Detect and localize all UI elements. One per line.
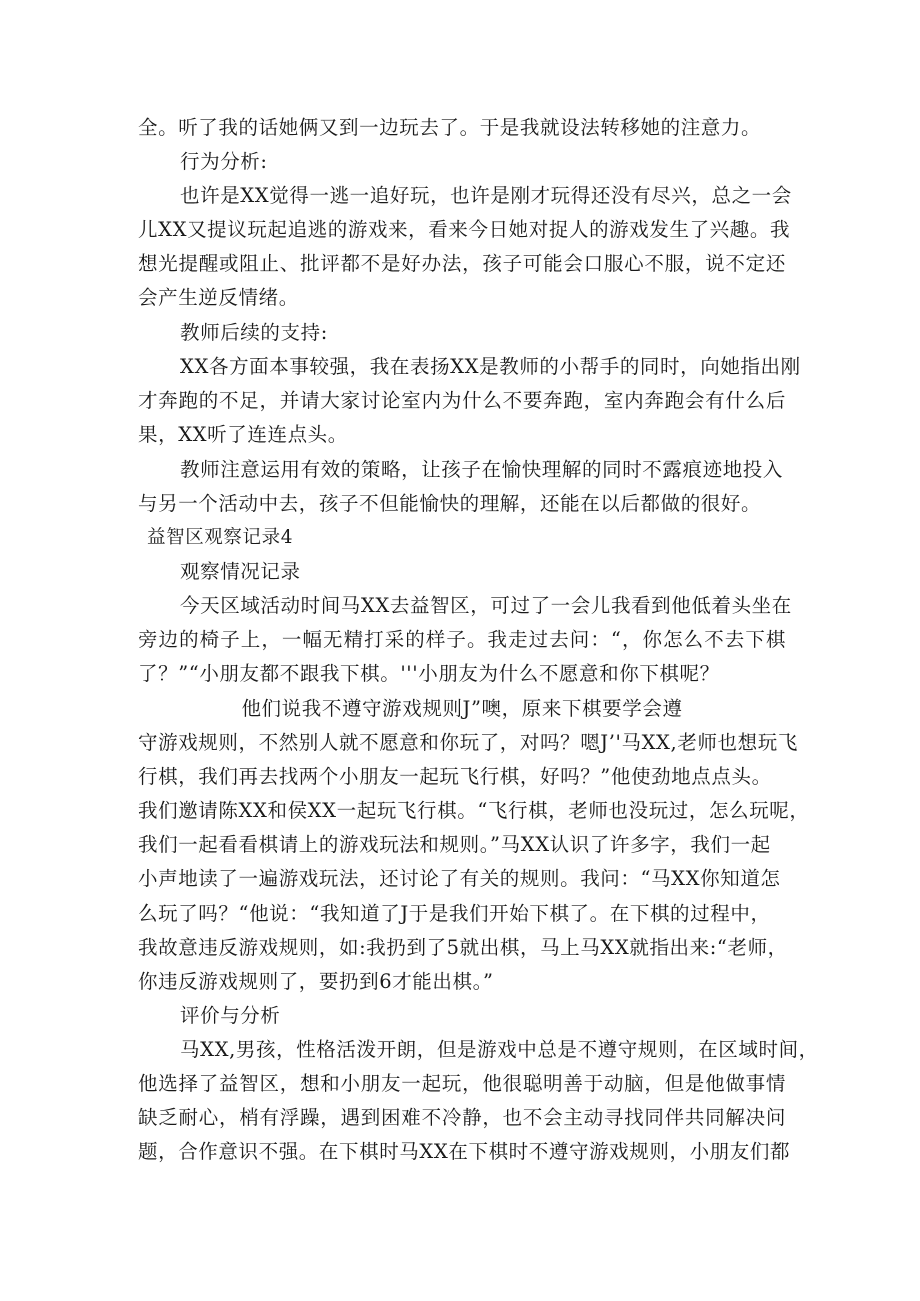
section-heading-teacher-support: 教师后续的支持:	[180, 321, 328, 344]
text-line-1: 全。听了我的话她俩又到一边玩去了。于是我就设法转移她的注意力。	[138, 116, 762, 139]
section-title-record-4: 益智区观察记录4	[147, 527, 294, 548]
text-line-26: 你违反游戏规则了，要扔到6才能出棋。”	[138, 970, 494, 993]
text-line-3: 也许是XX觉得一逃一追好玩，也许是刚才玩得还没有尽兴，总之一会	[180, 184, 792, 207]
text-line-22: 我们一起看看棋请上的游戏玩法和规则。”马XX认识了许多字，我们一起	[138, 833, 771, 856]
text-line-29: 他选择了益智区，想和小朋友一起玩，他很聪明善于动脑，但是他做事情	[138, 1072, 786, 1095]
text-line-28: 马XX,男孩，性格活泼开朗，但是游戏中总是不遵守规则，在区域时间，	[180, 1038, 819, 1061]
text-line-12: 与另一个活动中去，孩子不但能愉快的理解，还能在以后都做的很好。	[138, 492, 762, 515]
text-line-20: 行棋，我们再去找两个小朋友一起玩飞行棋，好吗？”他使劲地点点头。	[138, 765, 772, 788]
text-line-15: 今天区域活动时间马XX去益智区，可过了一会儿我看到他低着头坐在	[180, 594, 792, 617]
text-line-18: 他们说我不遵守游戏规则J”噢，原来下棋要学会遵	[241, 697, 683, 720]
text-line-31: 题，合作意识不强。在下棋时马XX在下棋时不遵守游戏规则，小朋友们都	[138, 1140, 791, 1163]
text-line-30: 缺乏耐心，梢有浮躁，遇到困难不冷静，也不会主动寻找同伴共同解决问	[138, 1106, 786, 1129]
text-line-8: XX各方面本事较强，我在表扬XX是教师的小帮手的同时，向她指出刚	[180, 355, 801, 378]
text-line-23: 小声地读了一遍游戏玩法，还讨论了有关的规则。我问：“马XX你知道怎	[138, 867, 781, 890]
text-line-19: 守游戏规则，不然别人就不愿意和你玩了，对吗？嗯J’'马XX,老师也想玩飞	[138, 731, 798, 754]
text-line-5: 想光提醒或阻止、批评都不是好办法，孩子可能会口服心不服，说不定还	[138, 252, 786, 275]
section-heading-evaluation: 评价与分析	[180, 1004, 281, 1027]
text-line-11: 教师注意运用有效的策略，让孩子在愉快理解的同时不露痕迹地投入	[180, 458, 784, 481]
text-line-25: 我故意违反游戏规则，如:我扔到了5就出棋，马上马XX就指出来:“老师，	[138, 936, 788, 959]
text-line-16: 旁边的椅子上，一幅无精打采的样子。我走过去问：“，你怎么不去下棋	[138, 628, 786, 651]
text-line-17: 了？”“小朋友都不跟我下棋。'''小朋友为什么不愿意和你下棋呢？	[138, 662, 720, 685]
text-line-9: 才奔跑的不足，并请大家讨论室内为什么不要奔跑，室内奔跑会有什么后	[138, 389, 786, 412]
section-heading-behavior-analysis: 行为分析:	[180, 150, 268, 173]
text-line-6: 会产生逆反情绪。	[138, 286, 299, 309]
section-heading-observation: 观察情况记录	[180, 560, 301, 583]
text-line-21: 我们邀请陈XX和侯XX一起玩飞行棋。“飞行棋，老师也没玩过，怎么玩呢，	[138, 799, 810, 822]
text-line-4: 儿XX又提议玩起追逃的游戏来，看来今日她对捉人的游戏发生了兴趣。我	[138, 218, 791, 241]
text-line-10: 果，XX听了连连点头。	[138, 423, 348, 446]
text-line-24: 么玩了吗？“他说：“我知道了J于是我们开始下棋了。在下棋的过程中，	[138, 902, 771, 925]
